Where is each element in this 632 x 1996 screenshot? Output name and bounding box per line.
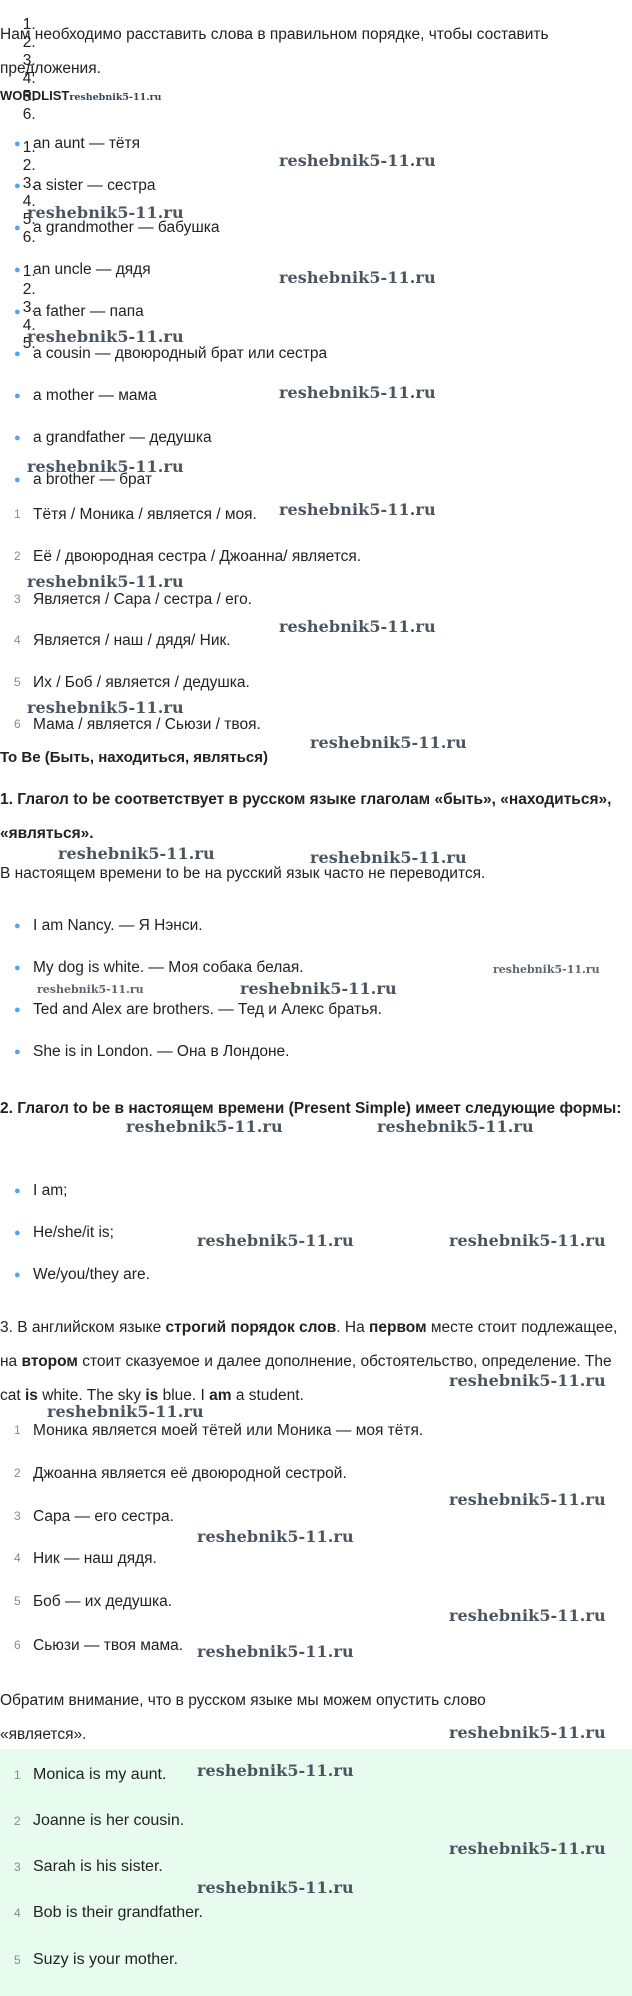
bullet-icon: ● xyxy=(14,961,21,974)
watermark: reshebnik5-11.ru xyxy=(279,150,436,170)
watermark: reshebnik5-11.ru xyxy=(27,456,184,476)
watermark: reshebnik5-11.ru xyxy=(197,1230,354,1250)
watermark: reshebnik5-11.ru xyxy=(310,847,467,867)
watermark: reshebnik5-11.ru xyxy=(493,962,600,976)
bullet-icon: ● xyxy=(14,179,21,192)
bullet-icon: ● xyxy=(14,1045,21,1058)
watermark: reshebnik5-11.ru xyxy=(279,616,436,636)
watermark: reshebnik5-11.ru xyxy=(449,1370,606,1390)
watermark: reshebnik5-11.ru xyxy=(279,267,436,287)
bullet-icon: ● xyxy=(14,473,21,486)
list-item: 3. 3 Сара — его сестра. xyxy=(40,175,632,193)
watermark: reshebnik5-11.ru xyxy=(449,1605,606,1625)
watermark: reshebnik5-11.ru xyxy=(310,732,467,752)
rule-1-note: В настоящем времени to be на русский язык часто не переводится. xyxy=(0,864,486,882)
wordlist-title xyxy=(0,88,161,103)
list-item: 3. 3 Является / Сара / сестра / его. xyxy=(40,52,632,70)
list-item: 1. 1 Monica is my aunt. xyxy=(40,263,632,281)
bullet-icon: ● xyxy=(14,1226,21,1239)
rule-2: 2. Глагол to be в настоящем времени (Present Simple) имеет следующие формы: xyxy=(0,1099,622,1117)
list-item: 2. 2 Её / двоюродная сестра / Джоанна/ является. xyxy=(40,34,632,52)
watermark: reshebnik5-11.ru xyxy=(58,843,215,863)
list-item: 1. 1 Моника является моей тётей или Моника — моя тётя. xyxy=(40,139,632,157)
watermark: reshebnik5-11.ru xyxy=(279,499,436,519)
bullet-icon: ● xyxy=(14,263,21,276)
rule-3: 3. В английском языке строгий порядок слов. На первом месте стоит подлежащее, на втором стоит сказуемое и далее дополнение, обстоятельство, определение. The cat is white. The sky is blue. I am a student. xyxy=(0,1318,618,1404)
bullet-icon: ● xyxy=(14,347,21,360)
wordlist-title-text: WORDLIST xyxy=(0,87,70,103)
list-item: 2. 2 Джоанна является её двоюродной сестрой. xyxy=(40,157,632,175)
list-item: 4. 4 Ник — наш дядя. xyxy=(40,193,632,211)
bullet-icon: ● xyxy=(14,1268,21,1281)
bullet-icon: ● xyxy=(14,305,21,318)
watermark: reshebnik5-11.ru xyxy=(377,1116,534,1136)
list-item: 4. 4 Является / наш / дядя/ Ник. xyxy=(40,70,632,88)
watermark: reshebnik5-11.ru xyxy=(240,978,397,998)
grammar-heading: To Be (Быть, находиться, являться) xyxy=(0,748,269,766)
watermark: reshebnik5-11.ru xyxy=(27,202,184,222)
bullet-icon: ● xyxy=(14,221,21,234)
list-item: 5. 5 Suzy is your mother. xyxy=(40,335,632,353)
intro-text: Нам необходимо расставить слова в правильном порядке, чтобы составить предложения. xyxy=(0,25,549,77)
bullet-icon: ● xyxy=(14,919,21,932)
bullet-icon: ● xyxy=(14,137,21,150)
bullet-icon: ● xyxy=(14,431,21,444)
page: Нам необходимо расставить слова в правильном порядке, чтобы составить предложения. WORDLISTreshebnik5-11.ru ● an aunt — тётя ● a sister — сестра ● a grandmother — бабушка ● an uncle — дядя ● a father — папа ● a cousin — двоюродный брат или сестра ● a mother — мама ● a grandfather — дедушка ● a brother — брат 1. 1 Тётя / Моника / является / моя. 2. 2 Её / двоюродная сестра / Джоанна/ является. 3. 3 Является / Сара / сестра / его. 4. 4 Является / наш / дядя/ Ник. 5. 5 Их / Боб / является / дедушка. 6. 6 Мама / является / Сьюзи / твоя. To Be (Быть, находиться, являться) 1. Глагол to be соответствует в русском языке глаголам «быть», «находиться», «являться». В настоящем времени to be на русский язык часто не переводится. ● I am Nancy. — Я Нэнси. ● My dog is white. — Моя собака белая. ● Ted and Alex are brothers. — Тед и Алекс братья. ● She is in London. — Она в Лондоне. 2. Глагол to be в настоящем времени (Present Simple) имеет следующие формы: ● I am; ● He/she/it is; ● We/you/they are. 3. В английском языке строгий порядок слов. На первом месте стоит подлежащее, на втором стоит сказуемое и далее дополнение, обстоятельство, определение. The cat is white. The sky is blue. I am a student. 1. 1 Моника является моей тётей или Моника — моя тётя. 2. 2 Джоанна является её двоюродной сестрой. 3. 3 Сара — его сестра. 4. 4 Ник — наш дядя. 5. 5 Боб — их дедушка. 6. 6 Сьюзи — твоя мама. Обратим внимание, что в русском языке мы можем опустить слово «является». 1. 1 Monica is my aunt. 2. 2 Joanne is her cousin. 3. 3 Sarah is his sister. 4. 4 Bob is their grandfather. 5. 5 Suzy is your mother. reshebnik5-11.ru reshebnik5-11.ru reshebnik5-11.ru reshebnik5-11.ru reshebnik5-11.ru reshebnik5-11.ru reshebnik5-11.ru reshebnik5-11.ru reshebnik5-11.ru reshebnik5-11.ru reshebnik5-11.ru reshebnik5-11.ru reshebnik5-11.ru reshebnik5-11.ru reshebnik5-11.ru reshebnik5-11.ru reshebnik5-11.ru reshebnik5-11.ru reshebnik5-11.ru reshebnik5-11.ru reshebnik5-11.ru reshebnik5-11.ru reshebnik5-11.ru reshebnik5-11.ru reshebnik5-11.ru reshebnik5-11.ru reshebnik5-11.ru reshebnik5-11.ru reshebnik5-11.ru reshebnik5-11.ru xyxy=(0,16,632,1996)
watermark-inline: reshebnik5-11.ru xyxy=(69,91,162,103)
list-item: 6. 6 Сьюзи — твоя мама. xyxy=(40,229,632,247)
bullet-icon: ● xyxy=(14,1003,21,1016)
watermark: reshebnik5-11.ru xyxy=(279,382,436,402)
watermark: reshebnik5-11.ru xyxy=(27,697,184,717)
watermark: reshebnik5-11.ru xyxy=(449,1838,606,1858)
watermark: reshebnik5-11.ru xyxy=(27,571,184,591)
note-text: Обратим внимание, что в русском языке мы можем опустить слово «является». xyxy=(0,1691,486,1743)
rule-1: 1. Глагол to be соответствует в русском языке глаголам «быть», «находиться», «являться». xyxy=(0,790,612,842)
watermark: reshebnik5-11.ru xyxy=(37,982,144,996)
list-item: 4. 4 Bob is their grandfather. xyxy=(40,317,632,335)
watermark: reshebnik5-11.ru xyxy=(47,1401,204,1421)
list-item: 2. 2 Joanne is her cousin. xyxy=(40,281,632,299)
bullet-icon: ● xyxy=(14,389,21,402)
watermark: reshebnik5-11.ru xyxy=(197,1760,354,1780)
list-item: 5. 5 Их / Боб / является / дедушка. xyxy=(40,88,632,106)
watermark: reshebnik5-11.ru xyxy=(197,1526,354,1546)
watermark: reshebnik5-11.ru xyxy=(449,1722,606,1742)
list-item: 1. 1 Тётя / Моника / является / моя. xyxy=(40,16,632,34)
list-item: 3. 3 Sarah is his sister. xyxy=(40,299,632,317)
watermark: reshebnik5-11.ru xyxy=(197,1877,354,1897)
watermark: reshebnik5-11.ru xyxy=(126,1116,283,1136)
list-item: 6. 6 Мама / является / Сьюзи / твоя. xyxy=(40,106,632,124)
watermark: reshebnik5-11.ru xyxy=(449,1489,606,1509)
list-item: 5. 5 Боб — их дедушка. xyxy=(40,211,632,229)
watermark: reshebnik5-11.ru xyxy=(27,326,184,346)
watermark: reshebnik5-11.ru xyxy=(449,1230,606,1250)
bullet-icon: ● xyxy=(14,1184,21,1197)
watermark: reshebnik5-11.ru xyxy=(197,1641,354,1661)
